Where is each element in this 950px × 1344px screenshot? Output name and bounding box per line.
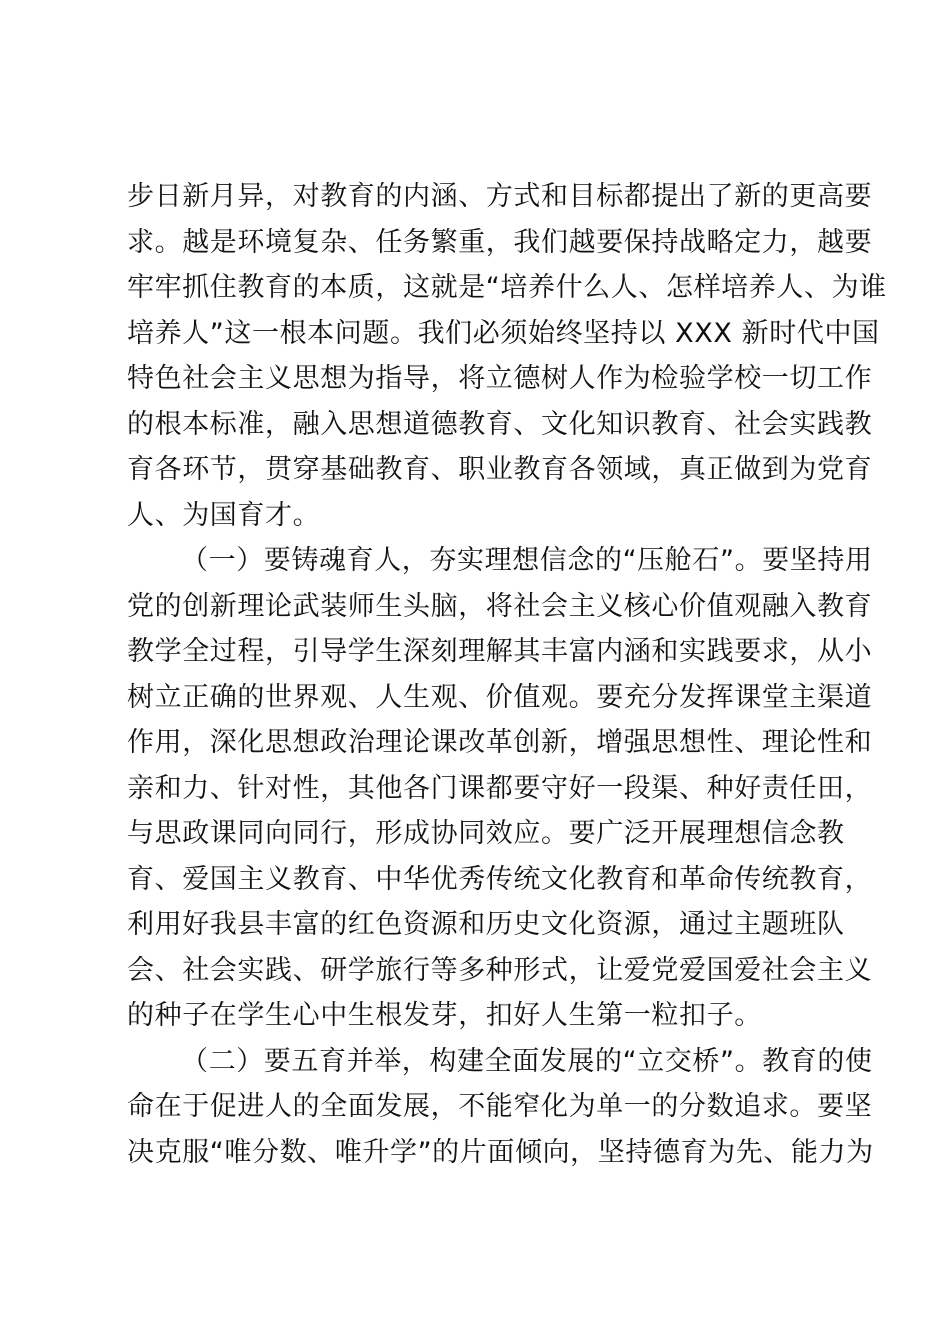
text-line: 牢牢抓住教育的本质，这就是“培养什么人、怎样培养人、为谁 [127, 272, 887, 303]
text-line: 亲和力、针对性，其他各门课都要守好一段渠、种好责任田， [127, 772, 873, 804]
document-body [127, 174, 887, 1175]
text-line: 与思政课同向同行，形成协同效应。要广泛开展理想信念教 [127, 818, 845, 849]
text-line: 培养人”这一根本问题。我们必须始终坚持以 XXX 新时代中国 [127, 317, 880, 349]
text-line: 步日新月异，对教育的内涵、方式和目标都提出了新的更高要 [127, 181, 873, 212]
text-line: 作用，深化思想政治理论课改革创新，增强思想性、理论性和 [127, 727, 873, 758]
text-line: 树立正确的世界观、人生观、价值观。要充分发挥课堂主渠道 [127, 681, 873, 713]
text-line: 特色社会主义思想为指导，将立德树人作为检验学校一切工作 [127, 363, 873, 394]
text-line: 党的创新理论武装师生头脑，将社会主义核心价值观融入教育 [127, 590, 873, 622]
text-line: 育各环节，贯穿基础教育、职业教育各领域，真正做到为党育 [127, 454, 873, 485]
text-line: 人、为国育才。 [127, 499, 321, 531]
text-line: 命在于促进人的全面发展，不能窄化为单一的分数追求。要坚 [127, 1091, 873, 1122]
text-line: 的根本标准，融入思想道德教育、文化知识教育、社会实践教 [127, 408, 873, 440]
text-line: 的种子在学生心中生根发芽，扣好人生第一粒扣子。 [127, 1000, 762, 1031]
text-line: 会、社会实践、研学旅行等多种形式，让爱党爱国爱社会主义 [127, 954, 873, 986]
text-line: 教学全过程，引导学生深刻理解其丰富内涵和实践要求，从小 [127, 636, 873, 667]
section-heading-line: （二）要五育并举，构建全面发展的“立交桥”。教育的使 [181, 1045, 873, 1077]
text-line: 求。越是环境复杂、任务繁重，我们越要保持战略定力，越要 [127, 226, 873, 258]
text-line: 利用好我县丰富的红色资源和历史文化资源，通过主题班队 [127, 909, 845, 940]
text-line: 决克服“唯分数、唯升学”的片面倾向，坚持德育为先、能力为 [127, 1136, 874, 1168]
text-line: 育、爱国主义教育、中华优秀传统文化教育和革命传统教育， [127, 863, 873, 895]
section-heading-line: （一）要铸魂育人，夯实理想信念的“压舱石”。要坚持用 [181, 545, 873, 576]
